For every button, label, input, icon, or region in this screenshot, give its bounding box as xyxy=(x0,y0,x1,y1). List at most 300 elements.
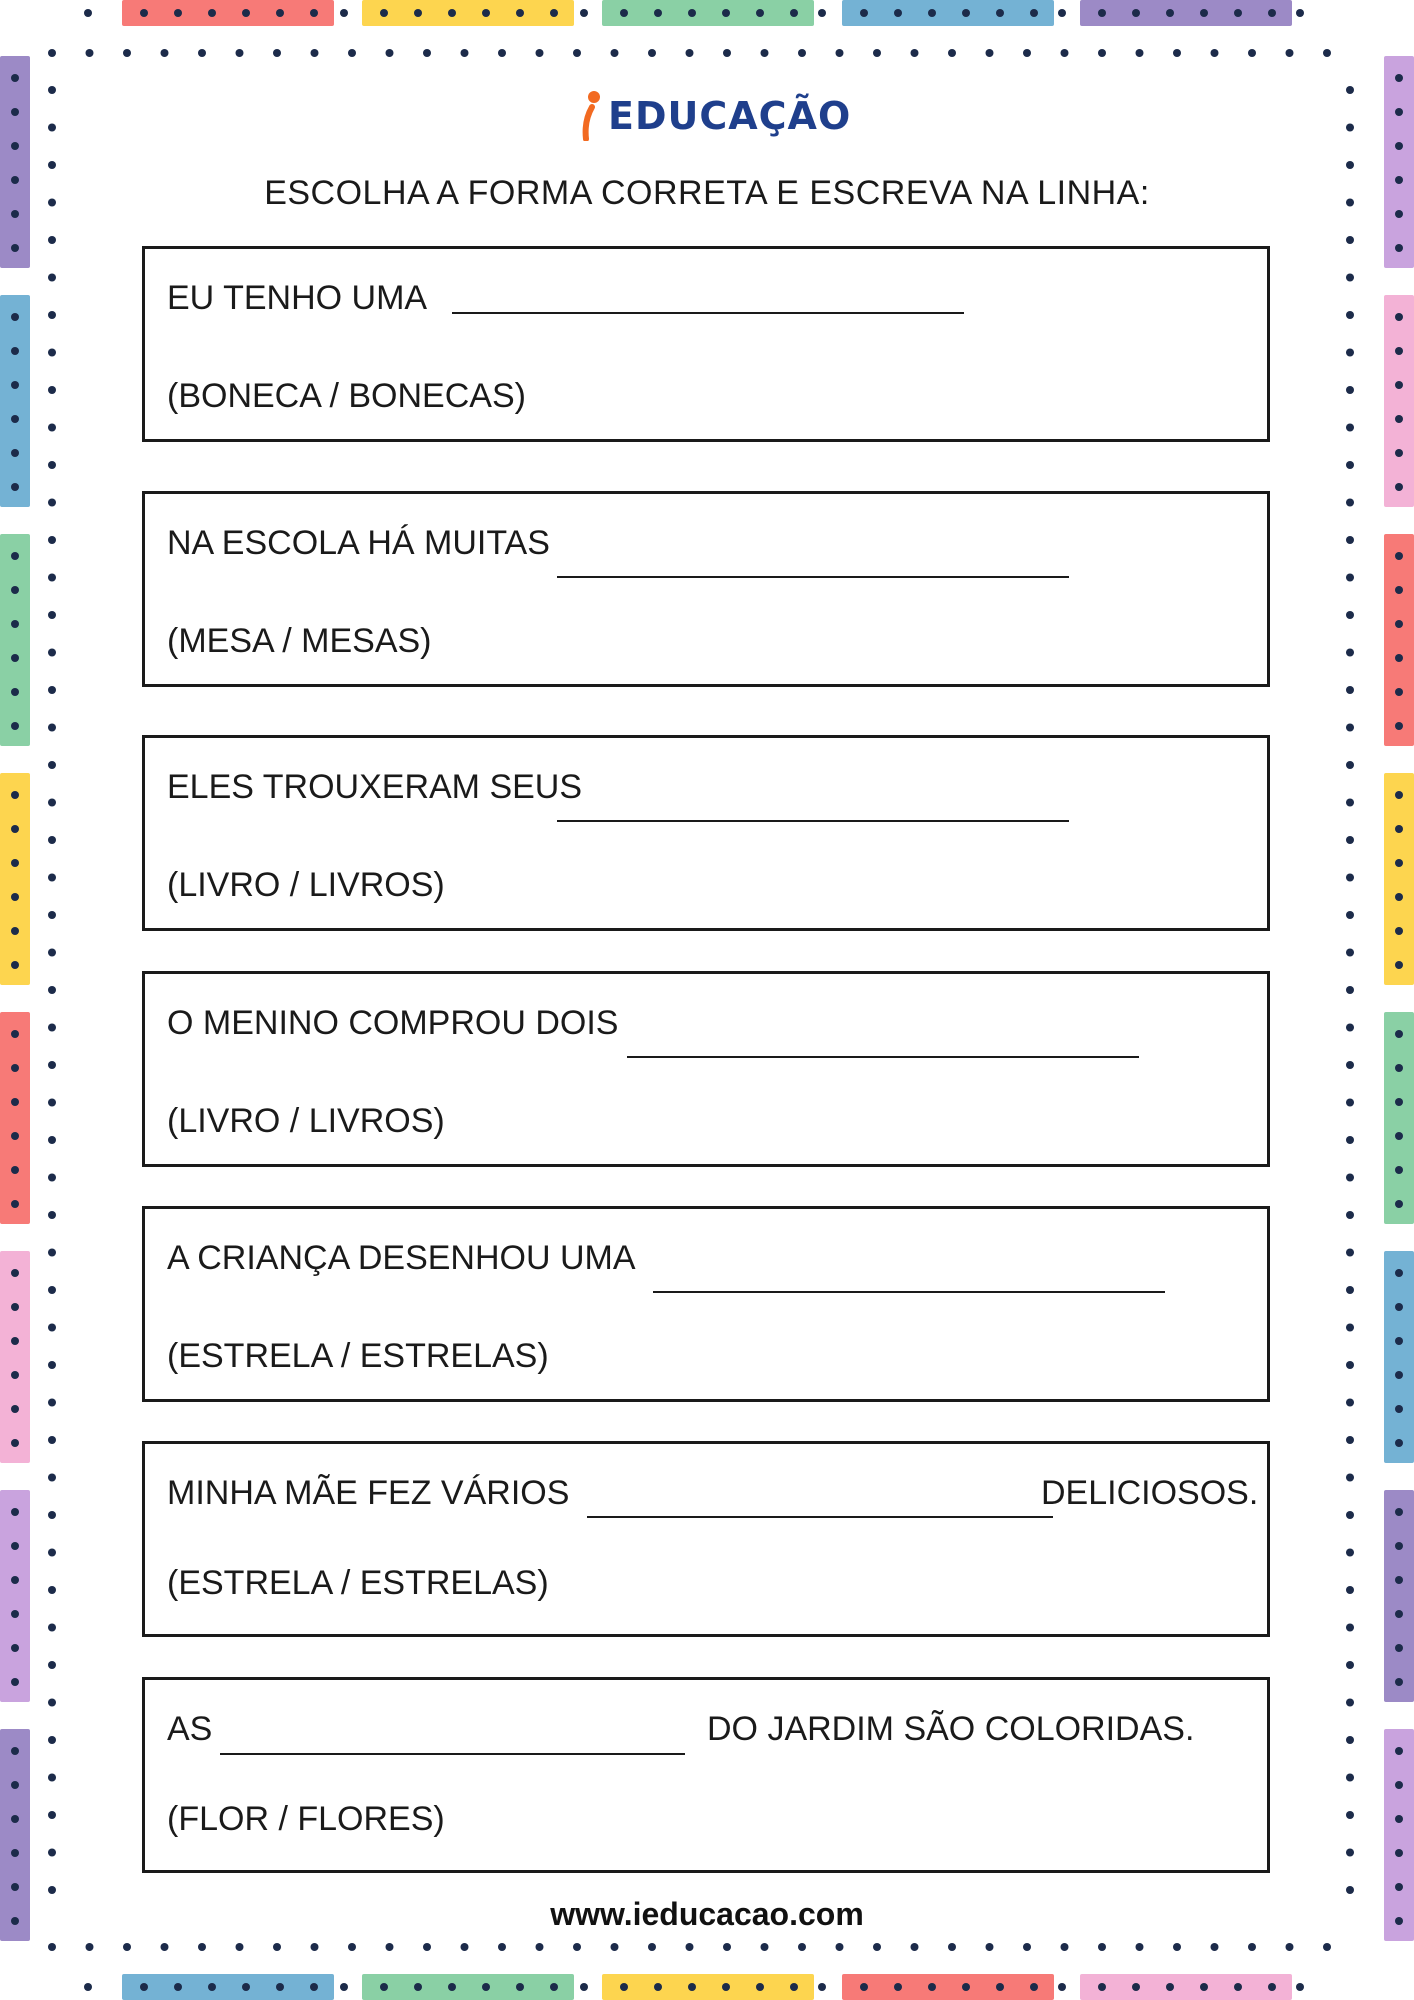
sentence-text: A CRIANÇA DESENHOU UMA xyxy=(167,1239,636,1277)
strip-dot xyxy=(11,654,19,662)
strip-dot xyxy=(11,722,19,730)
strip-dot xyxy=(11,791,19,799)
frame-dot xyxy=(48,161,56,169)
frame-dot xyxy=(1346,386,1354,394)
strip-dot xyxy=(11,1166,19,1174)
frame-dot xyxy=(1323,1943,1331,1951)
frame-dot xyxy=(1346,836,1354,844)
sentence-text: O MENINO COMPROU DOIS xyxy=(167,1004,619,1042)
strip-dot xyxy=(208,1983,216,1991)
strip-dot xyxy=(1395,961,1403,969)
frame-dot xyxy=(686,49,694,57)
frame-dot xyxy=(1058,1983,1066,1991)
strip-dot xyxy=(414,9,422,17)
frame-dot xyxy=(1346,574,1354,582)
frame-dot xyxy=(1058,9,1066,17)
strip-dot xyxy=(1395,1576,1403,1584)
frame-dot xyxy=(348,1943,356,1951)
frame-dot xyxy=(1346,536,1354,544)
frame-dot xyxy=(48,1399,56,1407)
options-text: (LIVRO / LIVROS) xyxy=(167,866,445,904)
strip-dot xyxy=(1395,1200,1403,1208)
strip-dot xyxy=(1030,1983,1038,1991)
frame-dot xyxy=(761,1943,769,1951)
frame-dot xyxy=(1346,1661,1354,1669)
frame-dot xyxy=(461,1943,469,1951)
strip-dot xyxy=(1395,1439,1403,1447)
strip-dot xyxy=(1395,1815,1403,1823)
frame-dot xyxy=(1346,1024,1354,1032)
frame-dot xyxy=(911,1943,919,1951)
strip-dot xyxy=(11,1644,19,1652)
strip-dot xyxy=(1395,415,1403,423)
frame-dot xyxy=(836,1943,844,1951)
strip-dot xyxy=(756,1983,764,1991)
border-strip xyxy=(362,0,574,26)
frame-dot xyxy=(1346,1849,1354,1857)
frame-dot xyxy=(761,49,769,57)
strip-dot xyxy=(688,1983,696,1991)
frame-dot xyxy=(1346,1099,1354,1107)
frame-dot xyxy=(1346,461,1354,469)
frame-dot xyxy=(580,9,588,17)
frame-dot xyxy=(461,49,469,57)
frame-dot xyxy=(123,49,131,57)
strip-dot xyxy=(482,9,490,17)
strip-dot xyxy=(11,1405,19,1413)
frame-dot xyxy=(1098,1943,1106,1951)
sentence-ending: DO JARDIM SÃO COLORIDAS. xyxy=(707,1710,1195,1748)
frame-dot xyxy=(1173,49,1181,57)
strip-dot xyxy=(1395,347,1403,355)
frame-dot xyxy=(48,1099,56,1107)
frame-dot xyxy=(818,1983,826,1991)
border-strip xyxy=(842,0,1054,26)
strip-dot xyxy=(11,1132,19,1140)
frame-dot xyxy=(48,49,56,57)
frame-dot xyxy=(873,1943,881,1951)
frame-dot xyxy=(48,461,56,469)
frame-dot xyxy=(1346,911,1354,919)
frame-dot xyxy=(84,9,92,17)
frame-dot xyxy=(723,49,731,57)
frame-dot xyxy=(498,1943,506,1951)
frame-dot xyxy=(48,124,56,132)
strip-dot xyxy=(1395,620,1403,628)
frame-dot xyxy=(611,49,619,57)
strip-dot xyxy=(11,381,19,389)
answer-line[interactable] xyxy=(587,1516,1053,1518)
strip-dot xyxy=(174,1983,182,1991)
frame-dot xyxy=(48,1211,56,1219)
frame-dot xyxy=(986,1943,994,1951)
logo-text: EDUCAÇÃO xyxy=(608,94,852,138)
strip-dot xyxy=(11,552,19,560)
frame-dot xyxy=(686,1943,694,1951)
frame-dot xyxy=(1346,349,1354,357)
answer-line[interactable] xyxy=(653,1291,1165,1293)
strip-dot xyxy=(11,1371,19,1379)
frame-dot xyxy=(1286,1943,1294,1951)
strip-dot xyxy=(140,9,148,17)
strip-dot xyxy=(11,961,19,969)
frame-dot xyxy=(1346,1774,1354,1782)
strip-dot xyxy=(11,1508,19,1516)
frame-dot xyxy=(1346,1549,1354,1557)
strip-dot xyxy=(550,9,558,17)
frame-dot xyxy=(1136,1943,1144,1951)
sentence-text: NA ESCOLA HÁ MUITAS xyxy=(167,524,550,562)
frame-dot xyxy=(1346,86,1354,94)
frame-dot xyxy=(48,1286,56,1294)
strip-dot xyxy=(894,9,902,17)
frame-dot xyxy=(340,9,348,17)
instruction-heading: ESCOLHA A FORMA CORRETA E ESCREVA NA LINHA: xyxy=(264,174,1150,212)
frame-dot xyxy=(723,1943,731,1951)
strip-dot xyxy=(996,1983,1004,1991)
frame-dot xyxy=(536,49,544,57)
strip-dot xyxy=(310,9,318,17)
exercise-card xyxy=(142,1206,1270,1402)
strip-dot xyxy=(1395,1644,1403,1652)
strip-dot xyxy=(1395,722,1403,730)
strip-dot xyxy=(174,9,182,17)
strip-dot xyxy=(380,9,388,17)
strip-dot xyxy=(894,1983,902,1991)
frame-dot xyxy=(1286,49,1294,57)
strip-dot xyxy=(1200,9,1208,17)
frame-dot xyxy=(48,911,56,919)
frame-dot xyxy=(48,1024,56,1032)
frame-dot xyxy=(1023,49,1031,57)
strip-dot xyxy=(1395,893,1403,901)
strip-dot xyxy=(208,9,216,17)
strip-dot xyxy=(688,9,696,17)
frame-dot xyxy=(798,49,806,57)
border-strip xyxy=(1384,1490,1414,1702)
strip-dot xyxy=(242,1983,250,1991)
strip-dot xyxy=(1395,552,1403,560)
strip-dot xyxy=(11,1098,19,1106)
frame-dot xyxy=(873,49,881,57)
border-strip xyxy=(602,0,814,26)
border-strip xyxy=(0,1251,30,1463)
frame-dot xyxy=(236,49,244,57)
frame-dot xyxy=(48,1624,56,1632)
strip-dot xyxy=(1395,1030,1403,1038)
strip-dot xyxy=(11,313,19,321)
sentence-text: EU TENHO UMA xyxy=(167,279,428,317)
frame-dot xyxy=(1346,949,1354,957)
frame-dot xyxy=(1346,1399,1354,1407)
exercise-card xyxy=(142,1441,1270,1637)
strip-dot xyxy=(1132,9,1140,17)
frame-dot xyxy=(986,49,994,57)
strip-dot xyxy=(1395,74,1403,82)
strip-dot xyxy=(1200,1983,1208,1991)
frame-dot xyxy=(48,1586,56,1594)
strip-dot xyxy=(1395,142,1403,150)
logo-i-icon xyxy=(580,91,602,141)
border-strip xyxy=(602,1974,814,2000)
frame-dot xyxy=(1173,1943,1181,1951)
frame-dot xyxy=(1346,424,1354,432)
answer-line[interactable] xyxy=(557,820,1069,822)
border-strip xyxy=(1384,56,1414,268)
strip-dot xyxy=(1395,1747,1403,1755)
strip-dot xyxy=(722,1983,730,1991)
frame-dot xyxy=(340,1983,348,1991)
frame-dot xyxy=(1346,1324,1354,1332)
strip-dot xyxy=(1395,791,1403,799)
strip-dot xyxy=(11,1337,19,1345)
strip-dot xyxy=(11,1883,19,1891)
frame-dot xyxy=(198,1943,206,1951)
exercise-card xyxy=(142,1677,1270,1873)
border-strip xyxy=(1080,0,1292,26)
frame-dot xyxy=(348,49,356,57)
frame-dot xyxy=(48,1249,56,1257)
frame-dot xyxy=(536,1943,544,1951)
frame-dot xyxy=(1346,311,1354,319)
frame-dot xyxy=(84,1983,92,1991)
strip-dot xyxy=(1395,244,1403,252)
strip-dot xyxy=(11,893,19,901)
answer-line[interactable] xyxy=(557,576,1069,578)
frame-dot xyxy=(1346,1886,1354,1894)
border-strip xyxy=(0,534,30,746)
border-strip xyxy=(1384,534,1414,746)
strip-dot xyxy=(516,1983,524,1991)
frame-dot xyxy=(48,1061,56,1069)
frame-dot xyxy=(198,49,206,57)
frame-dot xyxy=(48,499,56,507)
frame-dot xyxy=(1346,1511,1354,1519)
frame-dot xyxy=(1211,49,1219,57)
strip-dot xyxy=(11,449,19,457)
frame-dot xyxy=(573,1943,581,1951)
exercise-card xyxy=(142,971,1270,1167)
frame-dot xyxy=(48,574,56,582)
frame-dot xyxy=(161,49,169,57)
strip-dot xyxy=(11,1030,19,1038)
frame-dot xyxy=(48,274,56,282)
strip-dot xyxy=(860,9,868,17)
frame-dot xyxy=(423,1943,431,1951)
border-strip xyxy=(122,0,334,26)
border-strip xyxy=(122,1974,334,2000)
strip-dot xyxy=(11,859,19,867)
strip-dot xyxy=(11,1849,19,1857)
frame-dot xyxy=(48,649,56,657)
frame-dot xyxy=(1061,49,1069,57)
options-text: (BONECA / BONECAS) xyxy=(167,377,526,415)
frame-dot xyxy=(386,49,394,57)
frame-dot xyxy=(836,49,844,57)
strip-dot xyxy=(1395,108,1403,116)
frame-dot xyxy=(818,9,826,17)
frame-dot xyxy=(498,49,506,57)
strip-dot xyxy=(380,1983,388,1991)
frame-dot xyxy=(48,1436,56,1444)
strip-dot xyxy=(11,1781,19,1789)
frame-dot xyxy=(48,1361,56,1369)
frame-dot xyxy=(48,611,56,619)
strip-dot xyxy=(790,9,798,17)
strip-dot xyxy=(516,9,524,17)
frame-dot xyxy=(48,1886,56,1894)
strip-dot xyxy=(1268,9,1276,17)
frame-dot xyxy=(1346,1811,1354,1819)
options-text: (ESTRELA / ESTRELAS) xyxy=(167,1337,549,1375)
frame-dot xyxy=(1346,874,1354,882)
strip-dot xyxy=(482,1983,490,1991)
frame-dot xyxy=(48,1136,56,1144)
strip-dot xyxy=(1268,1983,1276,1991)
answer-line[interactable] xyxy=(452,312,964,314)
strip-dot xyxy=(1098,1983,1106,1991)
border-strip xyxy=(1384,773,1414,985)
strip-dot xyxy=(962,9,970,17)
strip-dot xyxy=(310,1983,318,1991)
frame-dot xyxy=(311,1943,319,1951)
strip-dot xyxy=(1395,483,1403,491)
frame-dot xyxy=(648,49,656,57)
frame-dot xyxy=(1296,9,1304,17)
strip-dot xyxy=(11,1200,19,1208)
strip-dot xyxy=(276,1983,284,1991)
exercise-card xyxy=(142,491,1270,687)
strip-dot xyxy=(11,927,19,935)
frame-dot xyxy=(1346,1474,1354,1482)
strip-dot xyxy=(1395,1542,1403,1550)
strip-dot xyxy=(620,1983,628,1991)
strip-dot xyxy=(11,688,19,696)
strip-dot xyxy=(1395,1166,1403,1174)
frame-dot xyxy=(48,311,56,319)
frame-dot xyxy=(48,1699,56,1707)
frame-dot xyxy=(1346,1736,1354,1744)
frame-dot xyxy=(1346,1211,1354,1219)
options-text: (LIVRO / LIVROS) xyxy=(167,1102,445,1140)
frame-dot xyxy=(48,1174,56,1182)
strip-dot xyxy=(11,1610,19,1618)
strip-dot xyxy=(1395,1678,1403,1686)
frame-dot xyxy=(48,799,56,807)
strip-dot xyxy=(242,9,250,17)
frame-dot xyxy=(1346,724,1354,732)
strip-dot xyxy=(790,1983,798,1991)
border-strip xyxy=(1080,1974,1292,2000)
answer-line[interactable] xyxy=(627,1056,1139,1058)
border-strip xyxy=(0,1490,30,1702)
frame-dot xyxy=(48,1774,56,1782)
frame-dot xyxy=(48,236,56,244)
strip-dot xyxy=(11,1064,19,1072)
frame-dot xyxy=(48,349,56,357)
frame-dot xyxy=(1346,1699,1354,1707)
strip-dot xyxy=(550,1983,558,1991)
strip-dot xyxy=(276,9,284,17)
frame-dot xyxy=(573,49,581,57)
frame-dot xyxy=(48,1736,56,1744)
frame-dot xyxy=(1346,1436,1354,1444)
border-strip xyxy=(362,1974,574,2000)
frame-dot xyxy=(611,1943,619,1951)
strip-dot xyxy=(1395,381,1403,389)
border-strip xyxy=(0,1012,30,1224)
strip-dot xyxy=(1395,1849,1403,1857)
strip-dot xyxy=(11,142,19,150)
border-strip xyxy=(0,56,30,268)
frame-dot xyxy=(1346,1361,1354,1369)
strip-dot xyxy=(1166,1983,1174,1991)
strip-dot xyxy=(1395,654,1403,662)
frame-dot xyxy=(580,1983,588,1991)
strip-dot xyxy=(1395,1303,1403,1311)
frame-dot xyxy=(386,1943,394,1951)
strip-dot xyxy=(11,620,19,628)
frame-dot xyxy=(1346,1286,1354,1294)
frame-dot xyxy=(48,874,56,882)
frame-dot xyxy=(1346,499,1354,507)
frame-dot xyxy=(123,1943,131,1951)
strip-dot xyxy=(722,9,730,17)
frame-dot xyxy=(311,49,319,57)
strip-dot xyxy=(1166,9,1174,17)
frame-dot xyxy=(1211,1943,1219,1951)
frame-dot xyxy=(1346,1249,1354,1257)
strip-dot xyxy=(1234,9,1242,17)
frame-dot xyxy=(48,1849,56,1857)
strip-dot xyxy=(11,244,19,252)
strip-dot xyxy=(11,347,19,355)
sentence-text: MINHA MÃE FEZ VÁRIOS xyxy=(167,1474,570,1512)
sentence-text: AS xyxy=(167,1710,213,1748)
strip-dot xyxy=(620,9,628,17)
frame-dot xyxy=(1346,611,1354,619)
strip-dot xyxy=(928,1983,936,1991)
frame-dot xyxy=(1023,1943,1031,1951)
sentence-ending: DELICIOSOS. xyxy=(1041,1474,1259,1512)
answer-line[interactable] xyxy=(220,1753,685,1755)
frame-dot xyxy=(236,1943,244,1951)
strip-dot xyxy=(1395,313,1403,321)
frame-dot xyxy=(1323,49,1331,57)
strip-dot xyxy=(1234,1983,1242,1991)
strip-dot xyxy=(1395,1371,1403,1379)
strip-dot xyxy=(414,1983,422,1991)
frame-dot xyxy=(1346,1136,1354,1144)
strip-dot xyxy=(11,1269,19,1277)
frame-dot xyxy=(48,836,56,844)
strip-dot xyxy=(1030,9,1038,17)
frame-dot xyxy=(1346,1624,1354,1632)
strip-dot xyxy=(654,9,662,17)
frame-dot xyxy=(1136,49,1144,57)
frame-dot xyxy=(48,1511,56,1519)
frame-dot xyxy=(1248,49,1256,57)
frame-dot xyxy=(48,536,56,544)
frame-dot xyxy=(48,761,56,769)
frame-dot xyxy=(948,49,956,57)
frame-dot xyxy=(48,986,56,994)
strip-dot xyxy=(654,1983,662,1991)
border-strip xyxy=(1384,1012,1414,1224)
strip-dot xyxy=(448,1983,456,1991)
border-strip xyxy=(842,1974,1054,2000)
strip-dot xyxy=(1395,825,1403,833)
